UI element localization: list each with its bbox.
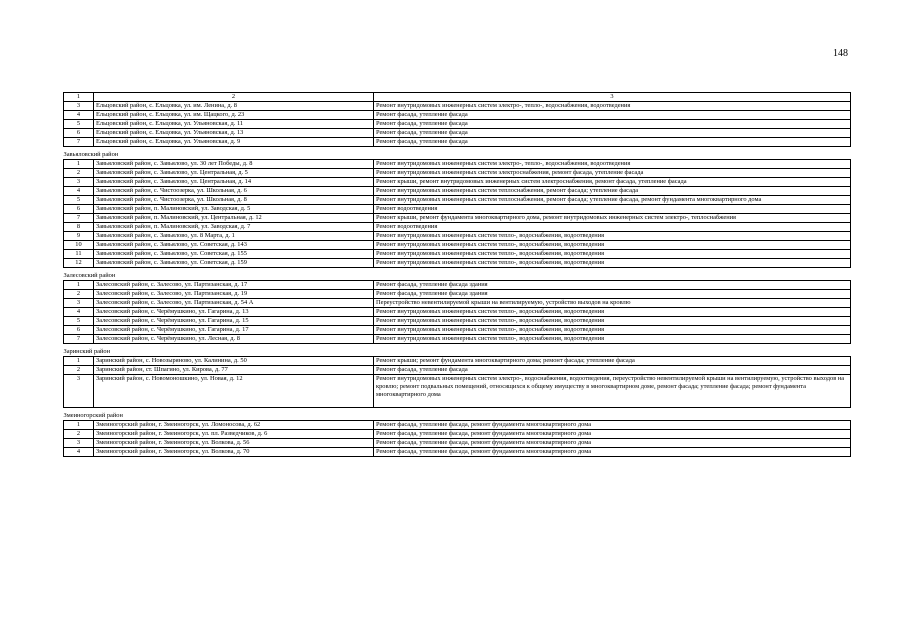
work-type-cell: Ремонт внутридомовых инженерных систем тепло-, водоснабжения, водоотведения	[374, 241, 851, 250]
row-number: 4	[64, 308, 94, 317]
row-number: 2	[64, 169, 94, 178]
row-number: 9	[64, 232, 94, 241]
row-number: 3	[64, 178, 94, 187]
address-cell: Заринский район, с. Новозыряново, ул. Калинина, д. 50	[94, 357, 374, 366]
address-cell: Завьяловский район, п. Малиновский, ул. Заводская, д. 5	[94, 205, 374, 214]
work-type-cell: Ремонт внутридомовых инженерных систем электро-, тепло-, водоснабжения, водоотведения	[374, 102, 851, 111]
row-number: 7	[64, 138, 94, 147]
address-cell: Змеиногорский район, г. Змеиногорск, ул. Волкова, д. 56	[94, 439, 374, 448]
address-cell: Ельцовский район, с. Ельцовка, ул. им. Щацкого, д. 23	[94, 111, 374, 120]
address-cell: Змеиногорский район, г. Змеиногорск, ул. Ломоносова, д. 62	[94, 421, 374, 430]
work-type-cell: Ремонт внутридомовых инженерных систем тепло-, водоснабжения, водоотведения	[374, 232, 851, 241]
address-cell: Ельцовский район, с. Ельцовка, ул. Ульяновская, д. 13	[94, 129, 374, 138]
address-cell: Завьяловский район, с. Чистоозерка, ул. Школьная, д. 6	[94, 187, 374, 196]
address-cell: Залесовский район, с. Черёмушкино, ул. Лесная, д. 8	[94, 335, 374, 344]
row-number: 1	[64, 357, 94, 366]
table-row	[64, 120, 851, 129]
work-type-cell: Ремонт внутридомовых инженерных систем электро-, тепло-, водоснабжения, водоотведения	[374, 160, 851, 169]
work-type-cell: Ремонт фасада, утепление фасада здания	[374, 290, 851, 299]
work-type-cell: Ремонт фасада, утепление фасада	[374, 366, 851, 375]
address-cell: Залесовский район, с. Черёмушкино, ул. Гагарина, д. 13	[94, 308, 374, 317]
work-type-cell: Ремонт крыши; ремонт фундамента многоквартирного дома; ремонт фасада; утепление фасада	[374, 357, 851, 366]
address-cell: Завьяловский район, с. Завьялово, ул. Советская, д. 159	[94, 259, 374, 268]
address-cell: Завьяловский район, с. Завьялово, ул. Центральная, д. 14	[94, 178, 374, 187]
table-row	[64, 223, 851, 232]
district-heading-row	[64, 151, 851, 160]
work-type-cell: Ремонт водоотведения	[374, 223, 851, 232]
row-number: 2	[64, 366, 94, 375]
district-heading: Змеиногорский район	[63, 412, 123, 419]
address-cell: Завьяловский район, с. Завьялово, ул. 30 лет Победы, д. 8	[94, 160, 374, 169]
row-number: 5	[64, 196, 94, 205]
row-number: 1	[64, 421, 94, 430]
work-type-cell: Ремонт внутридомовых инженерных систем тепло-, водоснабжения, водоотведения	[374, 317, 851, 326]
table-row	[64, 178, 851, 187]
address-cell: Залесовский район, с. Черёмушкино, ул. Гагарина, д. 17	[94, 326, 374, 335]
table-row	[64, 196, 851, 205]
work-type-cell: Ремонт внутридомовых инженерных систем электроснабжения, ремонт фасада, утепление фасада	[374, 169, 851, 178]
row-number: 11	[64, 250, 94, 259]
table-header-row	[64, 93, 851, 102]
address-cell: Завьяловский район, с. Чистоозерка, ул. Школьная, д. 8	[94, 196, 374, 205]
work-type-cell: Ремонт фасада, утепление фасада, ремонт фундамента многоквартирного дома	[374, 439, 851, 448]
table-row	[64, 439, 851, 448]
row-number: 4	[64, 187, 94, 196]
address-cell: Ельцовский район, с. Ельцовка, ул. им. Ленина, д. 8	[94, 102, 374, 111]
work-type-cell: Ремонт внутридомовых инженерных систем тепло-, водоснабжения, водоотведения	[374, 250, 851, 259]
address-cell: Завьяловский район, с. Завьялово, ул. Советская, д. 143	[94, 241, 374, 250]
row-number: 7	[64, 335, 94, 344]
work-type-cell: Ремонт фасада, утепление фасада	[374, 120, 851, 129]
page-number: 148	[833, 48, 848, 59]
address-cell: Завьяловский район, с. Завьялово, ул. 8 Марта, д. 1	[94, 232, 374, 241]
row-number: 4	[64, 111, 94, 120]
row-number: 10	[64, 241, 94, 250]
repair-program-table	[63, 92, 851, 457]
table-row	[64, 102, 851, 111]
table-row	[64, 299, 851, 308]
table-row	[64, 205, 851, 214]
district-heading: Залесовский район	[63, 272, 116, 279]
table-row	[64, 214, 851, 223]
row-number: 1	[64, 281, 94, 290]
table-row	[64, 375, 851, 408]
table-row	[64, 448, 851, 457]
district-heading-row	[64, 348, 851, 357]
table-row	[64, 250, 851, 259]
work-type-cell: Ремонт фасада, утепление фасада	[374, 129, 851, 138]
header-col-2: 2	[94, 93, 374, 102]
table-row	[64, 326, 851, 335]
district-heading-row	[64, 272, 851, 281]
table-row	[64, 160, 851, 169]
work-type-cell: Ремонт крыши, ремонт внутридомовых инженерных систем электроснабжения, ремонт фасада, утепление фасада	[374, 178, 851, 187]
row-number: 1	[64, 160, 94, 169]
work-type-cell: Ремонт внутридомовых инженерных систем тепло-, водоснабжения, водоотведения	[374, 335, 851, 344]
row-number: 5	[64, 120, 94, 129]
table-row	[64, 169, 851, 178]
address-cell: Залесовский район, с. Залесово, ул. Партизанская, д. 19	[94, 290, 374, 299]
address-cell: Завьяловский район, с. Завьялово, ул. Советская, д. 155	[94, 250, 374, 259]
table-row	[64, 111, 851, 120]
work-type-cell: Ремонт фасада, утепление фасада, ремонт фундамента многоквартирного дома	[374, 421, 851, 430]
work-type-cell: Ремонт внутридомовых инженерных систем электро-, водоснабжения, водоотведения, переустройство невентилируемой крыши на вентилируемую, устройство выходов на кровлю; ремонт подвальных помещений, относящихся к общему имуществу в многоквартирном доме, ремонт фасада; утепление фасада; ремонт фундамента многоквартирного дома	[374, 375, 851, 408]
row-number: 6	[64, 205, 94, 214]
work-type-cell: Ремонт фасада, утепление фасада, ремонт фундамента многоквартирного дома	[374, 448, 851, 457]
address-cell: Змеиногорский район, г. Змеиногорск, ул. пл. Разведчиков, д. 6	[94, 430, 374, 439]
work-type-cell: Ремонт внутридомовых инженерных систем тепло-, водоснабжения, водоотведения	[374, 259, 851, 268]
table-row	[64, 241, 851, 250]
work-type-cell: Переустройство невентилируемой крыши на вентилируемую, устройство выходов на кровлю	[374, 299, 851, 308]
header-col-1: 1	[64, 93, 94, 102]
table-row	[64, 430, 851, 439]
table-row	[64, 290, 851, 299]
address-cell: Залесовский район, с. Залесово, ул. Партизанская, д. 54 А	[94, 299, 374, 308]
row-number: 4	[64, 448, 94, 457]
table-row	[64, 357, 851, 366]
row-number: 5	[64, 317, 94, 326]
address-cell: Змеиногорский район, г. Змеиногорск, ул. Волкова, д. 70	[94, 448, 374, 457]
row-number: 2	[64, 430, 94, 439]
row-number: 3	[64, 102, 94, 111]
district-heading-row	[64, 412, 851, 421]
work-type-cell: Ремонт внутридомовых инженерных систем теплоснабжения, ремонт фасада; утепление фасада	[374, 187, 851, 196]
work-type-cell: Ремонт фасада, утепление фасада	[374, 111, 851, 120]
row-number: 3	[64, 375, 94, 408]
table-row	[64, 138, 851, 147]
address-cell: Завьяловский район, п. Малиновский, ул. Заводская, д. 7	[94, 223, 374, 232]
table-row	[64, 421, 851, 430]
work-type-cell: Ремонт фасада, утепление фасада, ремонт фундамента многоквартирного дома	[374, 430, 851, 439]
row-number: 6	[64, 129, 94, 138]
work-type-cell: Ремонт внутридомовых инженерных систем тепло-, водоснабжения, водоотведения	[374, 326, 851, 335]
work-type-cell: Ремонт внутридомовых инженерных систем теплоснабжения, ремонт фасада; утепление фасада, ремонт фундамента многоквартирного дома	[374, 196, 851, 205]
row-number: 8	[64, 223, 94, 232]
row-number: 6	[64, 326, 94, 335]
table-row	[64, 308, 851, 317]
address-cell: Ельцовский район, с. Ельцовка, ул. Ульяновская, д. 9	[94, 138, 374, 147]
row-number: 3	[64, 439, 94, 448]
table-row	[64, 259, 851, 268]
address-cell: Завьяловский район, с. Завьялово, ул. Центральная, д. 5	[94, 169, 374, 178]
district-heading: Заринский район	[63, 348, 111, 355]
header-col-3: 3	[374, 93, 851, 102]
row-number: 3	[64, 299, 94, 308]
work-type-cell: Ремонт водоотведения	[374, 205, 851, 214]
address-cell: Заринский район, ст. Шпагино, ул. Кирова, д. 77	[94, 366, 374, 375]
work-type-cell: Ремонт фасада, утепление фасада	[374, 138, 851, 147]
table-row	[64, 366, 851, 375]
address-cell: Завьяловский район, п. Малиновский, ул. Центральная, д. 12	[94, 214, 374, 223]
table-row	[64, 129, 851, 138]
table-row	[64, 335, 851, 344]
row-number: 12	[64, 259, 94, 268]
row-number: 7	[64, 214, 94, 223]
address-cell: Заринский район, с. Новомоношкино, ул. Новая, д. 12	[94, 375, 374, 408]
table-row	[64, 232, 851, 241]
work-type-cell: Ремонт крыши, ремонт фундамента многоквартирного дома, ремонт внутридомовых инженерных систем электро-, теплоснабжения	[374, 214, 851, 223]
address-cell: Залесовский район, с. Залесово, ул. Партизанская, д. 17	[94, 281, 374, 290]
table-row	[64, 187, 851, 196]
address-cell: Залесовский район, с. Черёмушкино, ул. Гагарина, д. 15	[94, 317, 374, 326]
district-heading: Завьяловский район	[63, 151, 119, 158]
table-row	[64, 281, 851, 290]
address-cell: Ельцовский район, с. Ельцовка, ул. Ульяновская, д. 11	[94, 120, 374, 129]
work-type-cell: Ремонт внутридомовых инженерных систем тепло-, водоснабжения, водоотведения	[374, 308, 851, 317]
table-row	[64, 317, 851, 326]
work-type-cell: Ремонт фасада, утепление фасада здания	[374, 281, 851, 290]
row-number: 2	[64, 290, 94, 299]
